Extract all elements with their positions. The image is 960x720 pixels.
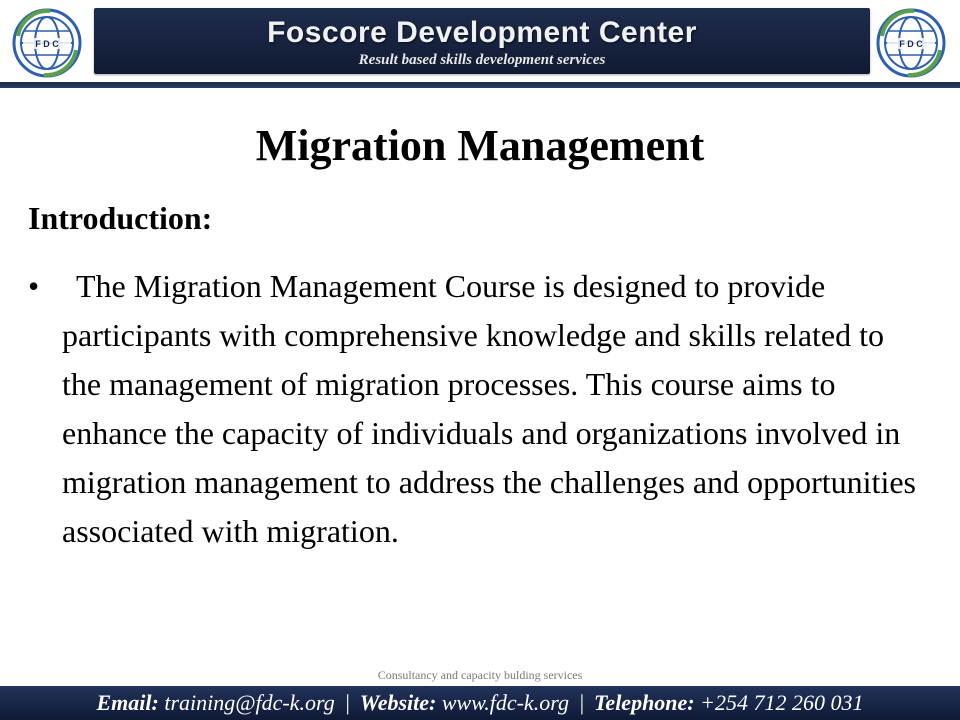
section-heading: Introduction: — [28, 200, 213, 236]
telephone-link[interactable]: +254 712 260 031 — [700, 690, 864, 715]
footer-bar — [0, 686, 960, 720]
fdc-globe-logo-icon — [10, 6, 84, 80]
banner — [94, 8, 870, 74]
footer-contact — [0, 690, 960, 716]
footer-separator: | — [344, 690, 351, 715]
website-link[interactable]: www.fdc-k.org — [441, 690, 569, 715]
telephone-label: Telephone: — [594, 690, 695, 715]
website-label: Website: — [359, 690, 437, 715]
header-divider — [0, 82, 960, 88]
logo-left-text: F D C — [35, 39, 59, 49]
banner-subtitle: Result based skills development services — [358, 52, 606, 68]
email-link[interactable]: training@fdc-k.org — [164, 690, 335, 715]
fdc-globe-logo-icon — [874, 6, 948, 80]
header — [0, 0, 960, 88]
footer-separator: | — [578, 690, 585, 715]
bullet-item: The Migration Management Course is designed to provide participants with comprehensive knowledge and skills related to the management of migration processes. This course aims to enhance the capacity of individuals and organizations involved in migration management to address the challenges and opportunities associated with migration. — [62, 268, 916, 549]
footer-note: Consultancy and capacity bulding services — [377, 668, 583, 682]
bullet-dot-icon: • — [28, 268, 40, 304]
logo-right-text: F D C — [899, 39, 923, 49]
banner-title: Foscore Development Center — [267, 16, 697, 49]
email-label: Email: — [96, 690, 159, 715]
slide-title: Migration Management — [255, 121, 705, 170]
